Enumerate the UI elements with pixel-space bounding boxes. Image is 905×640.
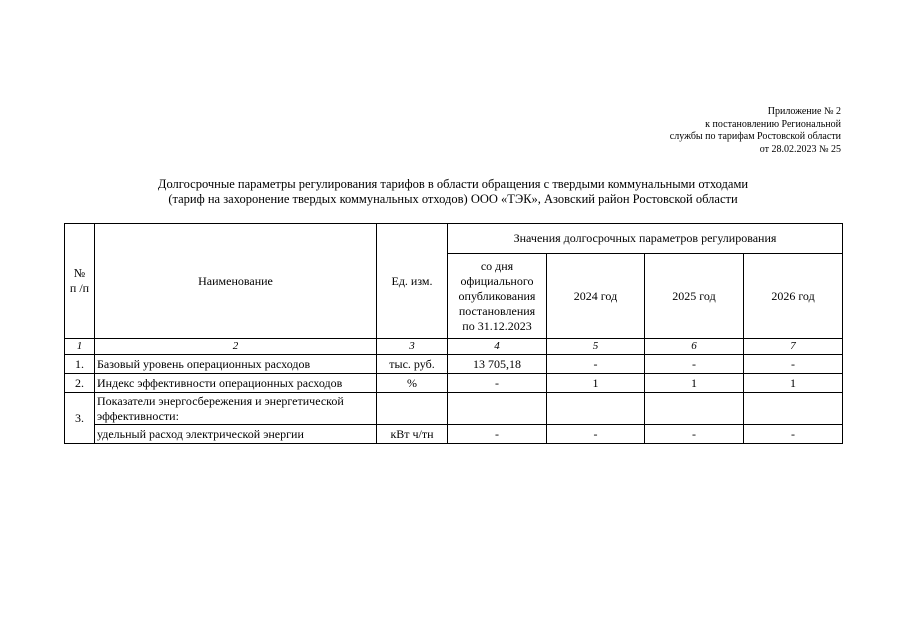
row-value: 1 [744,374,843,393]
header-year-2025: 2025 год [645,254,744,339]
row-value: 1 [547,374,645,393]
document-title [64,177,842,207]
header-period-2023 [448,254,547,339]
column-numbers-row [65,339,843,355]
row-value: - [645,355,744,374]
header-year-2026: 2026 год [744,254,843,339]
row-number: 3. [65,393,95,444]
header-period-line: официального [460,273,534,288]
table-row [65,393,843,425]
header-row [65,224,843,254]
table-subrow [65,425,843,444]
row-name: Индекс эффективности операционных расходов [95,374,377,393]
parameters-table [64,223,843,444]
row-value: - [547,425,645,444]
header-name: Наименование [95,224,377,339]
row-name [95,393,377,425]
column-number: 5 [547,339,645,355]
header-number [65,224,95,339]
appendix-note [581,106,841,156]
header-number-symbol: № [73,266,86,280]
header-year-2024: 2024 год [547,254,645,339]
appendix-line: к постановлению Региональной [705,118,841,130]
header-period-line: по 31.12.2023 [462,318,532,333]
row-value: - [744,355,843,374]
header-number-pp: п /п [69,281,90,295]
row-name-line: эффективности: [97,408,179,423]
table-row [65,374,843,393]
row-value-empty [645,393,744,425]
header-unit: Ед. изм. [377,224,448,339]
row-value: 13 705,18 [448,355,547,374]
row-value: - [448,374,547,393]
row-value-empty [448,393,547,425]
row-name: Базовый уровень операционных расходов [95,355,377,374]
row-number: 2. [65,374,95,393]
table-row [65,355,843,374]
column-number: 4 [448,339,547,355]
row-unit: тыс. руб. [377,355,448,374]
header-values-group: Значения долгосрочных параметров регулирования [448,224,843,254]
column-number: 7 [744,339,843,355]
row-unit: кВт ч/тн [377,425,448,444]
row-number: 1. [65,355,95,374]
appendix-date: от 28.02.2023 № 25 [759,143,841,155]
title-line: Долгосрочные параметры регулирования тарифов в области обращения с твердыми коммунальными отходами [157,177,749,191]
row-unit-empty [377,393,448,425]
column-number: 6 [645,339,744,355]
row-value: 1 [645,374,744,393]
row-value: - [744,425,843,444]
row-value: - [547,355,645,374]
header-period-line: постановления [458,303,536,318]
appendix-line: службы по тарифам Ростовской области [669,131,841,142]
column-number: 2 [95,339,377,355]
row-value: - [448,425,547,444]
column-number: 3 [377,339,448,355]
row-name-line: Показатели энергосбережения и энергетической [97,393,344,408]
row-value-empty [547,393,645,425]
row-unit: % [377,374,448,393]
column-number: 1 [65,339,95,355]
row-name: удельный расход электрической энергии [95,425,377,444]
header-period-line: опубликования [458,288,536,303]
appendix-line: Приложение № 2 [767,106,841,117]
row-value-empty [744,393,843,425]
header-period-line: со дня [480,258,514,273]
row-value: - [645,425,744,444]
title-line: (тариф на захоронение твердых коммунальных отходов) ООО «ТЭК», Азовский район Ростовской области [168,192,738,206]
